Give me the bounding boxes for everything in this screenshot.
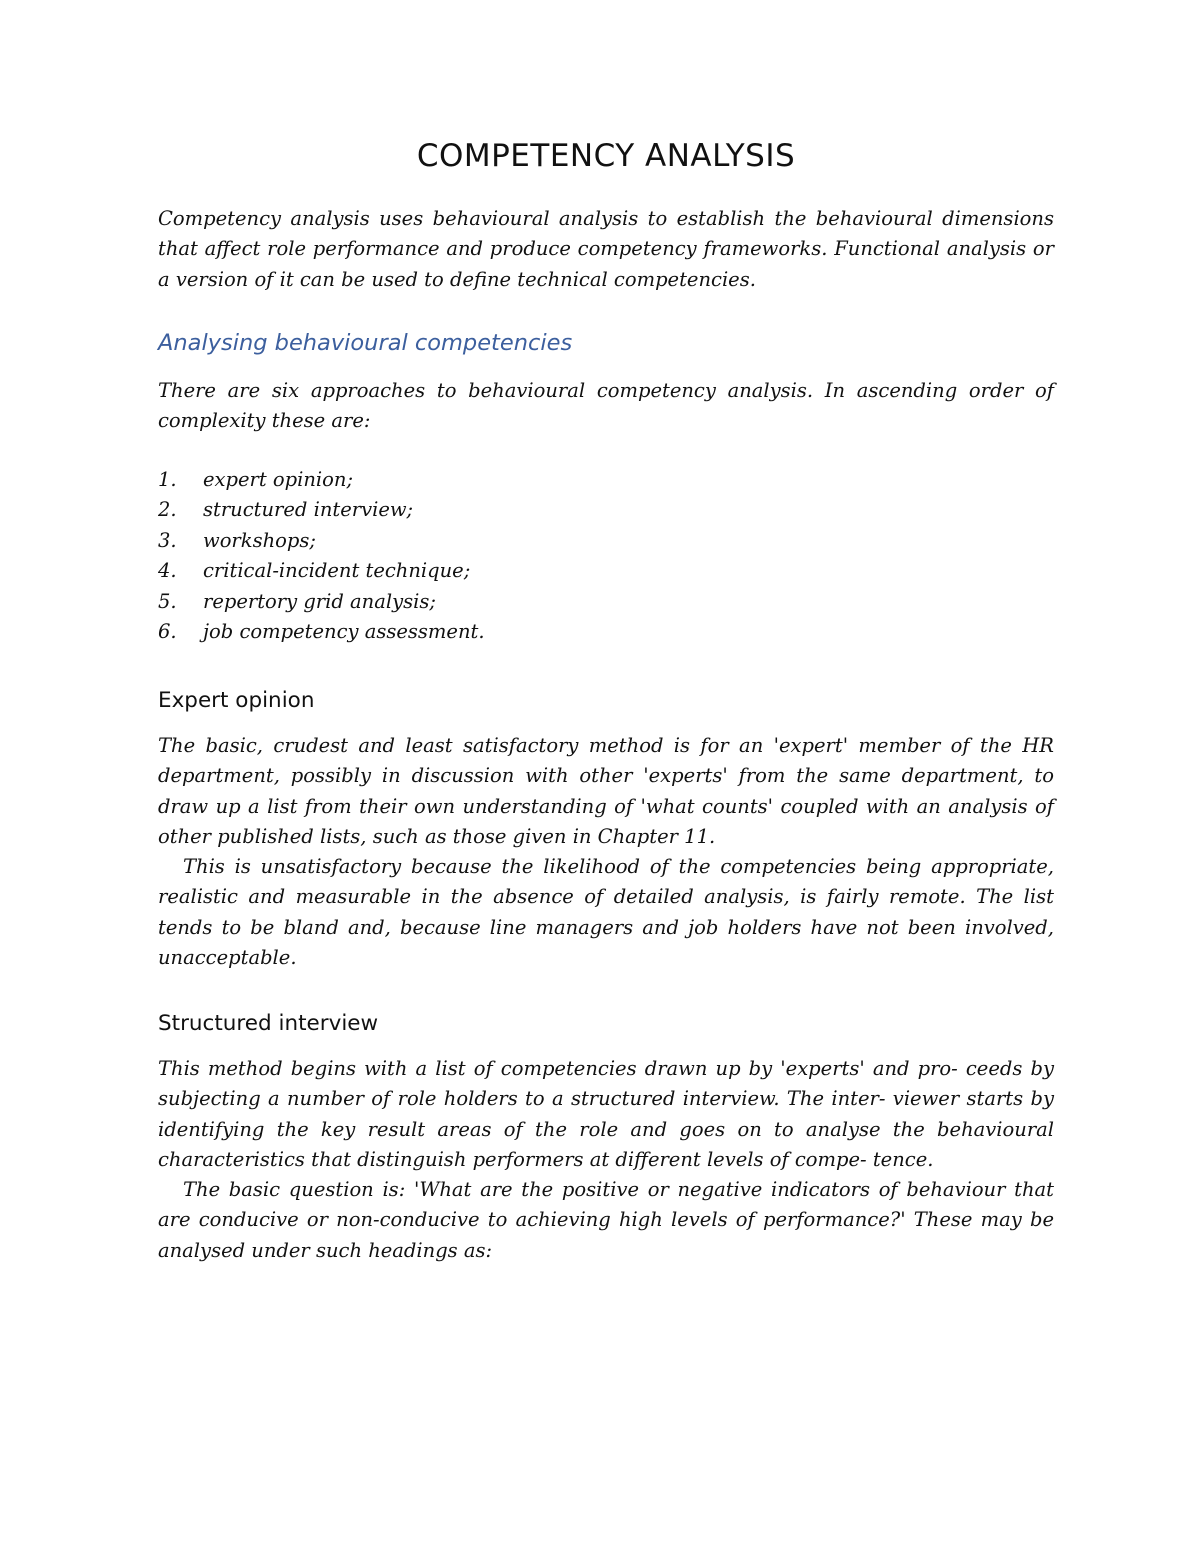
list-item-number: 6. (158, 620, 177, 644)
list-item (158, 556, 1054, 586)
list-item-text: structured interview; (203, 498, 414, 522)
list-item-number: 2. (158, 498, 177, 522)
approaches-list (158, 465, 1054, 647)
list-item-number: 4. (158, 559, 177, 583)
intro-paragraph: Competency analysis uses behavioural analysis to establish the behavioural dimensions that affect role performance and produce competency frameworks. Functional analysis or a version of it can be used to define technical competencies. (158, 207, 1054, 291)
list-item (158, 526, 1054, 556)
expert-opinion-section (158, 731, 1054, 973)
list-item (158, 465, 1054, 495)
behavioural-lead-paragraph: There are six approaches to behavioural competency analysis. In ascending order of complexity these are: (158, 379, 1054, 433)
section-heading-behavioural: Analysing behavioural competencies (158, 330, 573, 356)
structured-interview-paragraph-2: The basic question is: 'What are the positive or negative indicators of behaviour that are conducive or non-conducive to achieving high levels of performance?' These may be analysed under such headings as: (158, 1178, 1054, 1262)
section-heading-structured-interview: Structured interview (158, 1011, 379, 1036)
list-item-text: expert opinion; (203, 468, 354, 491)
list-item-text: critical-incident technique; (203, 559, 471, 583)
structured-interview-section (158, 1054, 1054, 1266)
list-item-text: job competency assessment. (203, 620, 485, 644)
list-item-text: workshops; (203, 528, 316, 552)
intro-section (158, 204, 1054, 295)
list-item-number: 1. (158, 468, 177, 491)
list-item (158, 587, 1054, 617)
structured-interview-paragraph-1: This method begins with a list of competencies drawn up by 'experts' and pro- ceeds by subjecting a number of role holders to a structured interview. The inter- viewer starts by identifying the key result areas of the role and goes on to analyse the behavioural characteristics that distinguish performers at different levels of compe- tence. (158, 1057, 1054, 1171)
expert-opinion-paragraph-1: The basic, crudest and least satisfactory method is for an 'expert' member of the HR department, possibly in discussion with other 'experts' from the same department, to draw up a list from their own understanding of 'what counts' coupled with an analysis of other published lists, such as those given in Chapter 11. (158, 734, 1054, 848)
list-item (158, 495, 1054, 525)
behavioural-lead-section (158, 376, 1054, 437)
page-title: COMPETENCY ANALYSIS (416, 138, 796, 174)
list-item-number: 3. (158, 528, 177, 552)
list-item (158, 617, 1054, 647)
expert-opinion-paragraph-2: This is unsatisfactory because the likelihood of the competencies being appropriate, realistic and measurable in the absence of detailed analysis, is fairly remote. The list tends to be bland and, because line managers and job holders have not been involved, unacceptable. (158, 855, 1054, 970)
list-item-number: 5. (158, 589, 177, 613)
list-item-text: repertory grid analysis; (203, 589, 436, 613)
section-heading-expert-opinion: Expert opinion (158, 688, 315, 713)
